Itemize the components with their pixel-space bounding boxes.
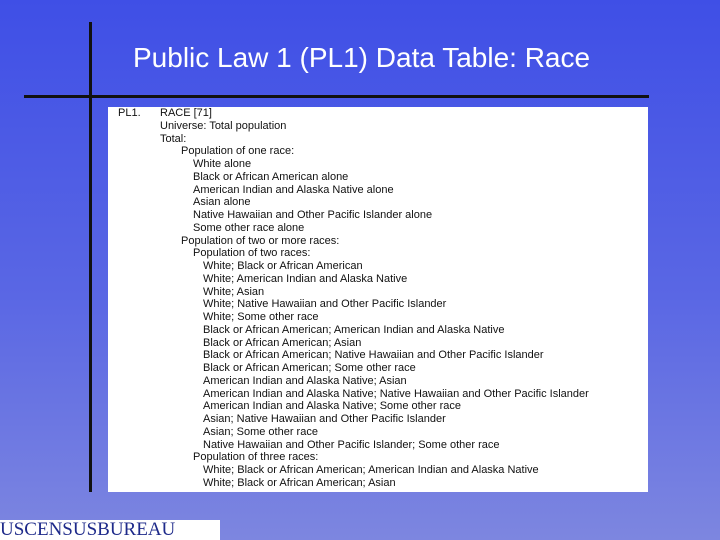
table-row: White; Asian — [203, 285, 265, 298]
logo-text: USCENSUSBUREAU — [0, 520, 176, 540]
table-row: Total: — [160, 132, 187, 145]
table-row: White; Black or African American; American Indian and Alaska Native — [203, 464, 539, 476]
table-row: White; Black or African American — [203, 260, 363, 272]
table-row: White alone — [193, 158, 252, 170]
table-row: Asian; Some other race — [203, 425, 318, 438]
table-row: White; American Indian and Alaska Native — [203, 272, 408, 285]
vertical-rule — [89, 22, 92, 492]
table-row: Native Hawaiian and Other Pacific Islander; Some other race — [203, 438, 500, 451]
table-row: White; Black or African American; Asian — [203, 476, 396, 489]
data-table-panel — [108, 107, 648, 492]
table-row: Black or African American; Native Hawaiian and Other Pacific Islander — [203, 349, 544, 362]
table-row: Asian; Native Hawaiian and Other Pacific Islander — [203, 413, 446, 425]
table-row: American Indian and Alaska Native; Native Hawaiian and Other Pacific Islander — [203, 387, 589, 400]
table-row: Native Hawaiian and Other Pacific Islander alone — [193, 209, 433, 221]
table-row: American Indian and Alaska Native; Asian — [203, 374, 407, 387]
table-row: Asian alone — [193, 196, 251, 209]
table-row: Black or African American; American Indian and Alaska Native — [203, 323, 505, 336]
table-row: Population of three races: — [193, 451, 319, 464]
table-code: PL1. — [118, 107, 141, 119]
table-row: American Indian and Alaska Native; Some other race — [203, 400, 462, 413]
census-bureau-logo — [0, 520, 220, 540]
table-row: Population of two races: — [193, 247, 311, 260]
table-row: Population of two or more races: — [181, 234, 340, 247]
table-row: Black or African American alone — [193, 170, 349, 183]
table-row: Population of one race: — [181, 145, 295, 158]
table-row: RACE [71] — [160, 107, 212, 119]
table-row: White; Native Hawaiian and Other Pacific Islander — [203, 298, 447, 311]
table-row: White; Some other race — [203, 311, 319, 323]
horizontal-rule — [24, 95, 649, 98]
table-row: Some other race alone — [193, 221, 305, 234]
table-row: Universe: Total population — [160, 119, 287, 132]
table-row: American Indian and Alaska Native alone — [193, 183, 394, 196]
slide-title: Public Law 1 (PL1) Data Table: Race — [133, 42, 591, 73]
table-row: Black or African American; Asian — [203, 336, 362, 349]
table-row: Black or African American; Some other race — [203, 362, 416, 374]
